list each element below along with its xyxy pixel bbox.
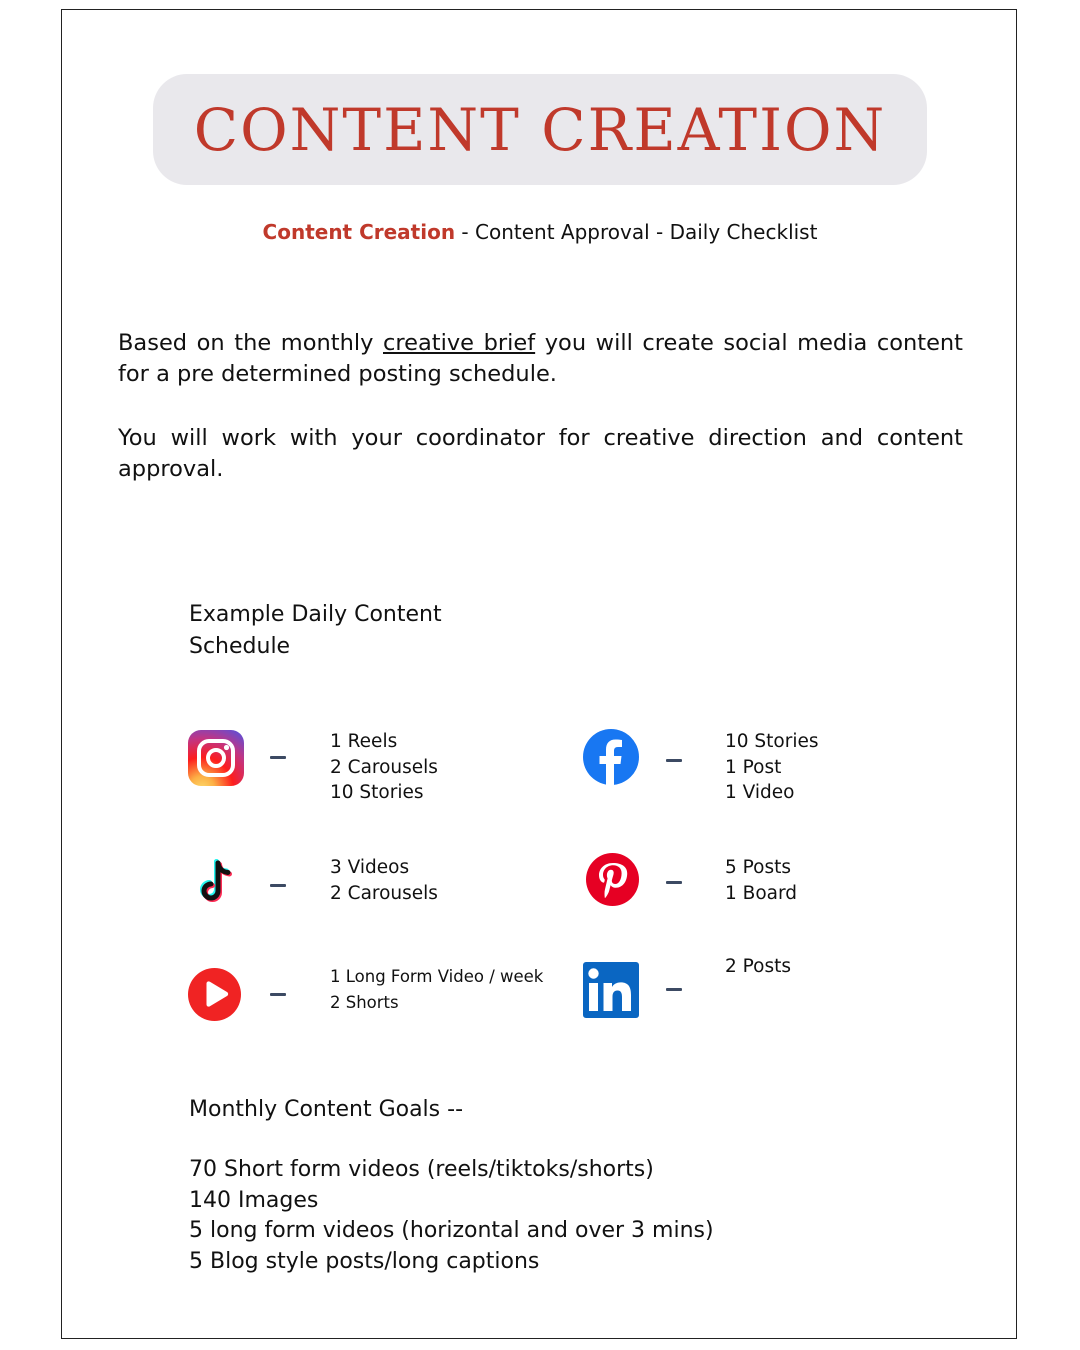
list-item: 3 Videos bbox=[330, 857, 410, 878]
list-item: 1 Post bbox=[725, 756, 782, 778]
list-item: 1 Board bbox=[725, 882, 798, 904]
pinterest-dash bbox=[666, 881, 682, 884]
instagram-items bbox=[330, 729, 438, 806]
tiktok-dash bbox=[270, 884, 286, 887]
breadcrumb-active[interactable]: Content Creation bbox=[262, 220, 456, 244]
linkedin-dash bbox=[666, 988, 682, 991]
list-item: 5 long form videos (horizontal and over 3 mins) bbox=[189, 1218, 714, 1243]
pinterest-icon bbox=[586, 853, 639, 906]
intro-text-before: Based on the monthly bbox=[118, 330, 383, 356]
breadcrumb bbox=[0, 220, 1080, 244]
list-item: 2 Shorts bbox=[330, 992, 399, 1012]
tiktok-items bbox=[330, 855, 438, 906]
list-item: 70 Short form videos (reels/tiktoks/shorts) bbox=[189, 1157, 654, 1182]
list-item: 1 Video bbox=[725, 782, 795, 803]
intro-paragraph-2: You will work with your coordinator for creative direction and content approval. bbox=[118, 425, 963, 482]
pinterest-items bbox=[725, 855, 797, 906]
facebook-dash bbox=[666, 759, 682, 762]
schedule-heading: Example Daily Content Schedule bbox=[189, 602, 442, 659]
list-item: 1 Long Form Video / week bbox=[330, 967, 544, 986]
list-item: 5 Posts bbox=[725, 857, 791, 878]
list-item: 2 Carousels bbox=[330, 882, 438, 904]
youtube-items bbox=[330, 964, 543, 1015]
list-item: 10 Stories bbox=[330, 782, 424, 803]
page-frame bbox=[61, 9, 1017, 1339]
intro-text bbox=[118, 328, 963, 485]
facebook-icon bbox=[583, 729, 639, 785]
creative-brief-link[interactable]: creative brief bbox=[383, 330, 536, 356]
breadcrumb-rest: - Content Approval - Daily Checklist bbox=[455, 220, 818, 244]
title-banner bbox=[153, 74, 927, 185]
page-title: CONTENT CREATION bbox=[193, 95, 887, 164]
linkedin-items bbox=[725, 954, 791, 980]
list-item: 2 Posts bbox=[725, 956, 791, 977]
goals-title: Monthly Content Goals -- bbox=[189, 1097, 464, 1122]
list-item: 2 Carousels bbox=[330, 756, 438, 778]
youtube-icon bbox=[188, 968, 241, 1021]
facebook-items bbox=[725, 729, 819, 806]
intro-paragraph-1 bbox=[118, 328, 963, 390]
intro-text-after: you will create social media content for a pre determined posting schedule. bbox=[118, 330, 963, 387]
list-item: 140 Images bbox=[189, 1187, 319, 1213]
instagram-dash bbox=[270, 756, 286, 759]
list-item: 1 Reels bbox=[330, 731, 398, 752]
goals-list bbox=[189, 1155, 714, 1277]
instagram-icon bbox=[188, 730, 244, 786]
linkedin-icon bbox=[583, 962, 639, 1018]
list-item: 10 Stories bbox=[725, 731, 819, 752]
list-item: 5 Blog style posts/long captions bbox=[189, 1248, 540, 1274]
tiktok-icon bbox=[192, 857, 240, 909]
youtube-dash bbox=[270, 993, 286, 996]
